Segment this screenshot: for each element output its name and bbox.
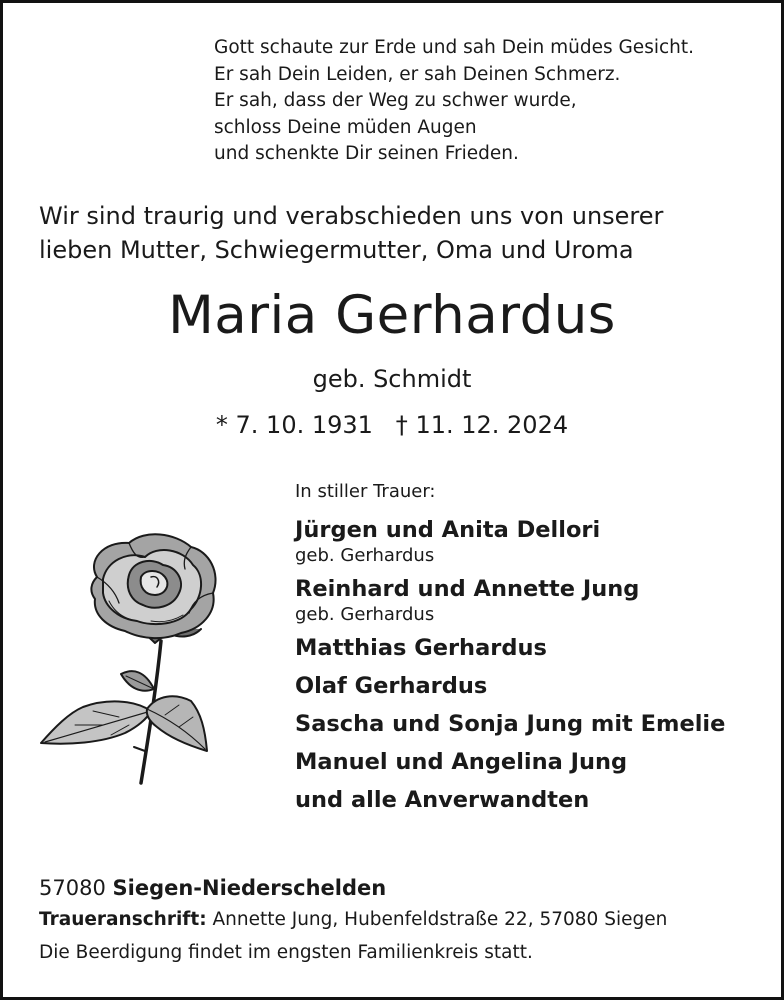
mourner-name: und alle Anverwandten (295, 787, 590, 813)
address-label: Traueranschrift: (39, 909, 207, 930)
life-dates: * 7. 10. 1931 † 11. 12. 2024 (215, 411, 569, 439)
mourner-maiden-name: geb. Gerhardus (295, 604, 435, 625)
mourner-name: Reinhard und Annette Jung (295, 576, 640, 602)
mourner-entry (295, 570, 725, 626)
mourner-entry (295, 781, 725, 819)
maiden-name: geb. Schmidt (312, 365, 472, 393)
poem-line: Gott schaute zur Erde und sah Dein müdes Gesicht. (214, 37, 694, 58)
mourner-name: Olaf Gerhardus (295, 673, 488, 699)
funeral-note: Die Beerdigung findet im engsten Familienkreis statt. (39, 942, 533, 963)
deceased-name: Maria Gerhardus (168, 285, 616, 346)
mourner-entry (295, 705, 725, 743)
mourning-address (39, 907, 667, 933)
intro-line: lieben Mutter, Schwiegermutter, Oma und Uroma (39, 236, 634, 264)
poem-line: schloss Deine müden Augen (214, 116, 477, 138)
mourner-name: Jürgen und Anita Dellori (295, 517, 601, 543)
mourners-intro: In stiller Trauer: (295, 481, 436, 502)
rose-icon (33, 531, 233, 801)
mourner-entry (295, 743, 725, 781)
poem-line: Er sah Dein Leiden, er sah Deinen Schmerz. (214, 63, 621, 85)
mourner-maiden-name: geb. Gerhardus (295, 545, 435, 566)
intro-line: Wir sind traurig und verabschieden uns von unserer (39, 202, 664, 230)
poem-line: und schenkte Dir seinen Frieden. (214, 143, 519, 164)
mourners-list (295, 511, 725, 819)
address-value: Annette Jung, Hubenfeldstraße 22, 57080 Siegen (212, 909, 668, 930)
postcode: 57080 (39, 876, 106, 900)
mourner-entry (295, 629, 725, 667)
poem (214, 35, 694, 168)
place-name: Siegen-Niederschelden (112, 876, 387, 900)
intro-text (39, 199, 663, 267)
mourner-name: Sascha und Sonja Jung mit Emelie (295, 711, 726, 737)
mourner-name: Matthias Gerhardus (295, 635, 547, 661)
poem-line: Er sah, dass der Weg zu schwer wurde, (214, 90, 577, 111)
mourner-entry (295, 511, 725, 567)
mourner-name: Manuel und Angelina Jung (295, 749, 628, 775)
mourner-entry (295, 667, 725, 705)
place-line (39, 873, 386, 903)
